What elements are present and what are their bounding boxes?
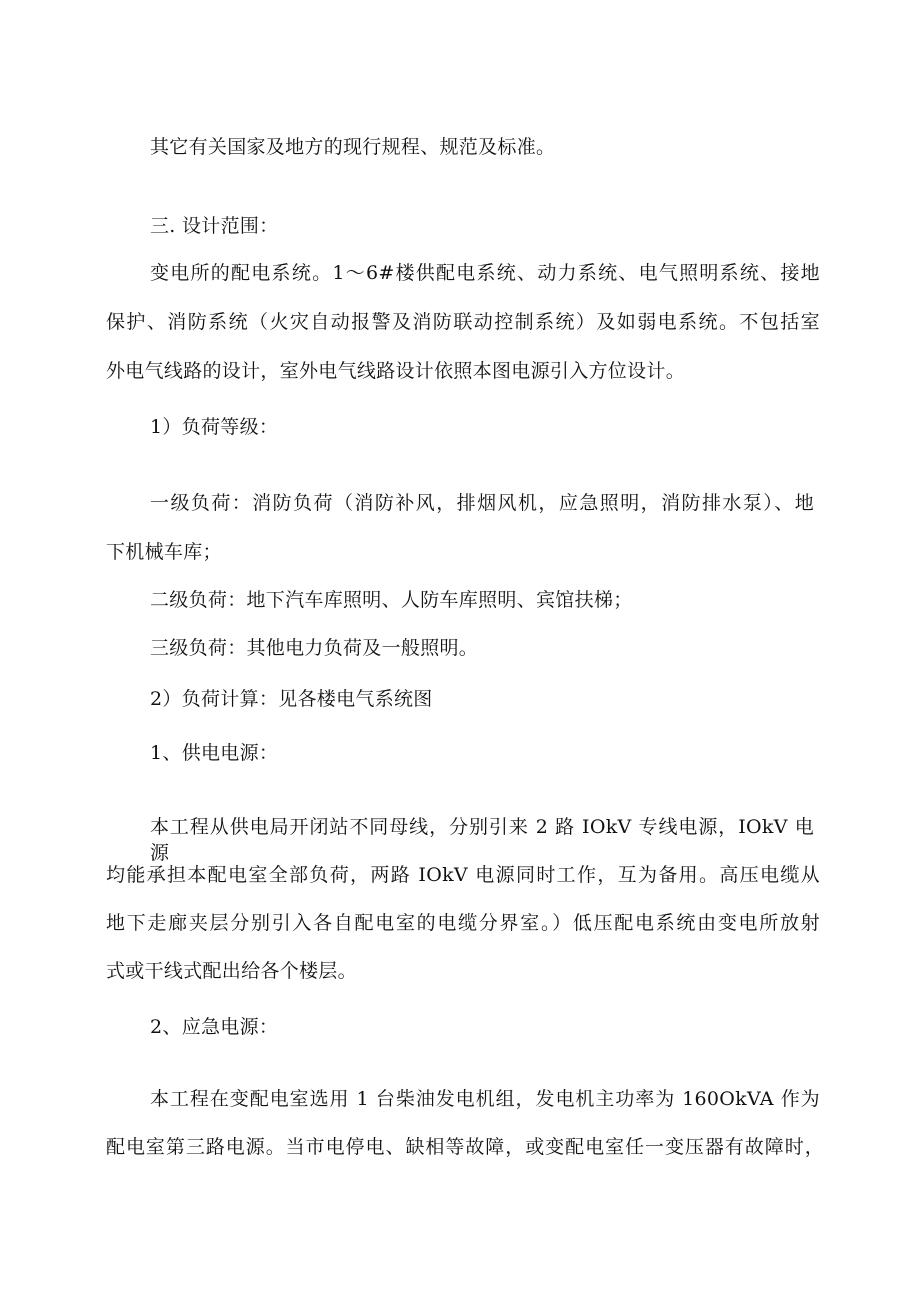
paragraph-supply-line-2: 均能承担本配电室全部负荷，两路 IOkV 电源同时工作，互为备用。高压电缆从 <box>106 864 820 886</box>
paragraph-emergency-line-2: 配电室第三路电源。当市电停电、缺相等故障，或变配电室任一变压器有故障时， <box>106 1136 824 1158</box>
paragraph-class-one-line-2: 下机械车库； <box>106 541 222 563</box>
paragraph-supply-line-4: 式或干线式配出给各个楼层。 <box>106 960 357 982</box>
subheading-load-calculation: 2）负荷计算：见各楼电气系统图 <box>150 688 433 710</box>
paragraph-emergency-line-1: 本工程在变配电室选用 1 台柴油发电机组，发电机主功率为 160OkVA 作为 <box>150 1088 820 1110</box>
subheading-power-supply: 1、供电电源： <box>150 742 279 764</box>
paragraph-scope-line-3: 外电气线路的设计，室外电气线路设计依照本图电源引入方位设计。 <box>106 360 686 382</box>
paragraph-scope-line-2: 保护、消防系统（火灾自动报警及消防联动控制系统）及如弱电系统。不包括室 <box>106 311 820 333</box>
paragraph-supply-line-3: 地下走廊夹层分别引入各自配电室的电缆分界室。）低压配电系统由变电所放射 <box>106 912 820 934</box>
subheading-load-class: 1）负荷等级： <box>150 416 279 438</box>
paragraph-standards: 其它有关国家及地方的现行规程、规范及标准。 <box>150 136 556 158</box>
paragraph-class-two: 二级负荷：地下汽车库照明、人防车库照明、宾馆扶梯； <box>150 589 633 611</box>
subheading-emergency-power: 2、应急电源： <box>150 1016 279 1038</box>
section-heading-design-scope: 三. 设计范围： <box>150 215 279 237</box>
paragraph-scope-line-1: 变电所的配电系统。1～6#楼供配电系统、动力系统、电气照明系统、接地 <box>150 262 820 284</box>
paragraph-supply-line-1: 本工程从供电局开闭站不同母线，分别引来 2 路 IOkV 专线电源，IOkV 电源 <box>150 816 814 864</box>
paragraph-class-one-line-1: 一级负荷：消防负荷（消防补风，排烟风机，应急照明，消防排水泵）、地 <box>150 492 814 514</box>
paragraph-class-three: 三级负荷：其他电力负荷及一般照明。 <box>150 637 479 659</box>
